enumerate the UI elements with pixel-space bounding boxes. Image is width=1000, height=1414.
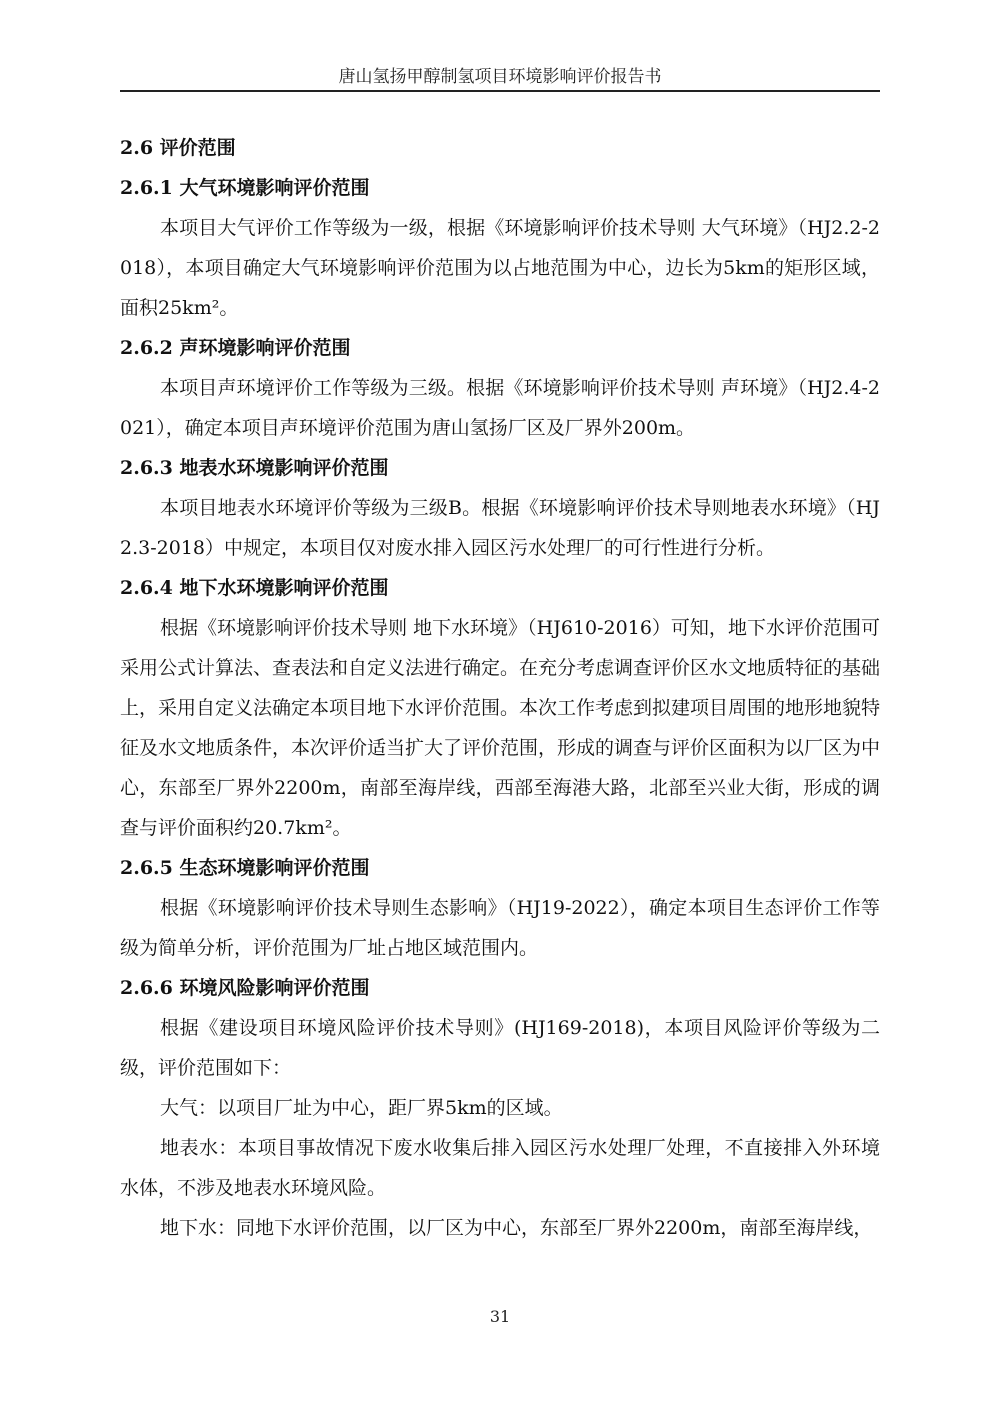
paragraph-atmosphere: 本项目大气评价工作等级为一级，根据《环境影响评价技术导则 大气环境》（HJ2.2-2018），本项目确定大气环境影响评价范围为以占地范围为中心，边长为5km的矩形区域，面积25km²。 bbox=[120, 217, 880, 319]
paragraph-risk-groundwater: 地下水：同地下水评价范围，以厂区为中心，东部至厂界外2200m，南部至海岸线， bbox=[160, 1217, 873, 1239]
paragraph-groundwater: 根据《环境影响评价技术导则 地下水环境》（HJ610-2016）可知，地下水评价范围可采用公式计算法、查表法和自定义法进行确定。在充分考虑调查评价区水文地质特征的基础上，采用自定义法确定本项目地下水评价范围。本次工作考虑到拟建项目周围的地形地貌特征及水文地质条件，本次评价适当扩大了评价范围，形成的调查与评价区面积为以厂区为中心，东部至厂界外2200m，南部至海岸线，西部至海港大路，北部至兴业大街，形成的调查与评价面积约20.7km²。 bbox=[120, 617, 881, 839]
paragraph-risk-intro: 根据《建设项目环境风险评价技术导则》(HJ169-2018)，本项目风险评价等级为二级，评价范围如下： bbox=[120, 1017, 880, 1079]
section-heading: 2.6 评价范围 bbox=[120, 137, 236, 159]
page-number: 31 bbox=[489, 1307, 511, 1326]
paragraph-risk-surface-water: 地表水：本项目事故情况下废水收集后排入园区污水处理厂处理，不直接排入外环境水体，不涉及地表水环境风险。 bbox=[120, 1137, 880, 1199]
running-header: 唐山氢扬甲醇制氢项目环境影响评价报告书 bbox=[338, 67, 662, 87]
subsection-heading-2-6-3: 2.6.3 地表水环境影响评价范围 bbox=[120, 457, 389, 479]
subsection-heading-2-6-6: 2.6.6 环境风险影响评价范围 bbox=[120, 977, 370, 999]
paragraph-surface-water: 本项目地表水环境评价等级为三级B。根据《环境影响评价技术导则地表水环境》（HJ2.3-2018）中规定，本项目仅对废水排入园区污水处理厂的可行性进行分析。 bbox=[120, 497, 880, 559]
header-rule bbox=[120, 90, 880, 92]
subsection-heading-2-6-4: 2.6.4 地下水环境影响评价范围 bbox=[120, 577, 389, 599]
subsection-heading-2-6-5: 2.6.5 生态环境影响评价范围 bbox=[120, 857, 370, 879]
paragraph-risk-atmosphere: 大气：以项目厂址为中心，距厂界5km的区域。 bbox=[160, 1097, 563, 1119]
subsection-heading-2-6-1: 2.6.1 大气环境影响评价范围 bbox=[120, 177, 370, 199]
subsection-heading-2-6-2: 2.6.2 声环境影响评价范围 bbox=[120, 337, 351, 359]
paragraph-ecology: 根据《环境影响评价技术导则生态影响》（HJ19-2022），确定本项目生态评价工作等级为简单分析，评价范围为厂址占地区域范围内。 bbox=[120, 897, 880, 959]
page-content bbox=[120, 128, 880, 1248]
paragraph-noise: 本项目声环境评价工作等级为三级。根据《环境影响评价技术导则 声环境》（HJ2.4-2021），确定本项目声环境评价范围为唐山氢扬厂区及厂界外200m。 bbox=[120, 377, 880, 439]
